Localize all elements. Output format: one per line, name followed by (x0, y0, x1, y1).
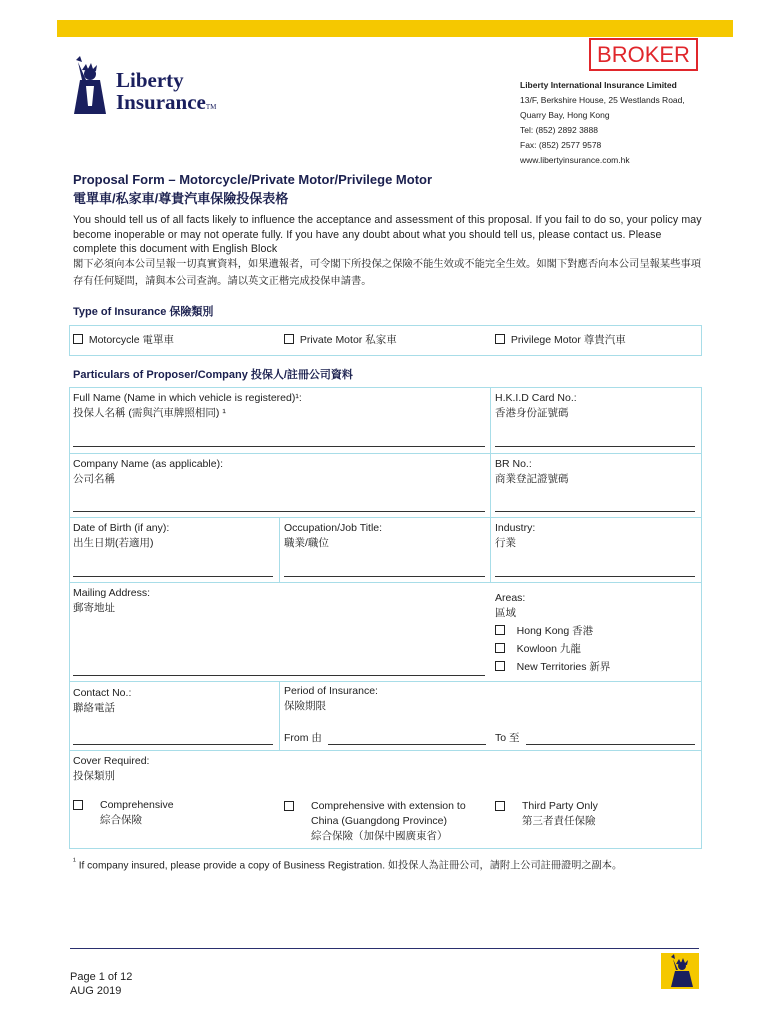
dob-input[interactable] (73, 576, 273, 577)
br-label-en: BR No.: (495, 458, 532, 470)
full-name-label-en: Full Name (Name in which vehicle is registered)¹: (73, 392, 302, 404)
period-to-label: To 至 (495, 732, 520, 744)
page-footer (70, 970, 132, 998)
occupation-label-en: Occupation/Job Title: (284, 522, 383, 534)
occupation-input[interactable] (284, 576, 485, 577)
cover-third-party[interactable] (495, 799, 598, 829)
option-motorcycle[interactable] (73, 333, 174, 348)
hkid-label (495, 391, 577, 421)
cover-third-party-en: Third Party Only (522, 800, 598, 812)
mailing-address-input[interactable] (73, 675, 485, 676)
row-divider (69, 750, 702, 751)
statue-of-liberty-icon (66, 56, 114, 116)
industry-input[interactable] (495, 576, 695, 577)
intro-text-cn: 閣下必須向本公司呈報一切真實資料，如果遺報者，可令閣下所投保之保險不能生效或不能完全生效。如閣下對應否向本公司呈報某些事項存有任何疑問，請與本公司查詢。請以英文正楷完成投保申請書。 (73, 259, 702, 287)
hkid-label-cn: 香港身份証號碼 (495, 407, 569, 419)
company-address-line1: 13/F, Berkshire House, 25 Westlands Road, (520, 95, 685, 105)
area-hong-kong[interactable] (495, 624, 593, 639)
logo-word-liberty: Liberty (116, 68, 184, 92)
period-label (284, 684, 378, 714)
contact-label (73, 686, 131, 716)
area-label: Kowloon 九龍 (516, 643, 581, 655)
company-name-label-en: Company Name (as applicable): (73, 458, 223, 470)
col-divider (279, 681, 280, 750)
checkbox[interactable] (73, 800, 83, 810)
particulars-heading: Particulars of Proposer/Company 投保人/註冊公司資料 (73, 369, 353, 381)
cover-comprehensive-cn: 綜合保險 (100, 814, 142, 826)
areas-label-cn: 區域 (495, 607, 516, 619)
areas-label-en: Areas: (495, 592, 526, 604)
company-address-block (520, 78, 685, 168)
cover-comprehensive[interactable] (73, 798, 174, 828)
option-label: Private Motor 私家車 (299, 334, 397, 346)
page-date: AUG 2019 (70, 985, 122, 997)
full-name-label-cn: 投保人名稱 (需與汽車牌照相同) ¹ (73, 407, 226, 419)
cover-required-label-cn: 投保類別 (73, 770, 115, 782)
statue-of-liberty-icon (661, 953, 699, 989)
option-private-motor[interactable] (284, 333, 397, 348)
row-divider (69, 517, 702, 518)
area-kowloon[interactable] (495, 642, 581, 657)
contact-label-cn: 聯絡電話 (73, 702, 115, 714)
company-name-label-cn: 公司名稱 (73, 473, 115, 485)
checkbox[interactable] (284, 801, 294, 811)
company-name: Liberty International Insurance Limited (520, 80, 677, 90)
period-label-cn: 保險期限 (284, 700, 326, 712)
col-divider (490, 387, 491, 517)
industry-label (495, 521, 535, 551)
checkbox[interactable] (495, 625, 505, 635)
row-divider (69, 681, 702, 682)
dob-label-cn: 出生日期(若適用) (73, 537, 154, 549)
br-label-cn: 商業登記證號碼 (495, 473, 569, 485)
hkid-input[interactable] (495, 446, 695, 447)
option-privilege-motor[interactable] (495, 333, 626, 348)
contact-label-en: Contact No.: (73, 687, 132, 699)
cover-third-party-cn: 第三者責任保險 (522, 815, 596, 827)
period-label-en: Period of Insurance: (284, 685, 378, 697)
industry-label-cn: 行業 (495, 537, 516, 549)
cover-ext-en-line2: China (Guangdong Province) (311, 815, 447, 827)
areas-label (495, 591, 525, 621)
company-tel: Tel: (852) 2892 3888 (520, 125, 598, 135)
mailing-address-label (73, 586, 150, 616)
checkbox[interactable] (495, 643, 505, 653)
form-title-en: Proposal Form – Motorcycle/Private Motor/Privilege Motor (73, 172, 433, 187)
mailing-address-label-en: Mailing Address: (73, 587, 151, 599)
cover-ext-cn: 綜合保險（加保中國廣東省） (311, 830, 448, 842)
page-number: Page 1 of 12 (70, 971, 133, 983)
insurance-type-heading: Type of Insurance 保險類別 (73, 306, 214, 318)
period-from-label: From 由 (284, 732, 322, 744)
cover-ext-en-line1: Comprehensive with extension to (311, 800, 466, 812)
checkbox[interactable] (73, 334, 83, 344)
period-from-input[interactable] (328, 744, 486, 745)
liberty-badge-logo (661, 953, 699, 989)
cover-comprehensive-china[interactable] (284, 799, 466, 844)
form-title-cn: 電單車/私家車/尊貴汽車保險投保表格 (73, 191, 289, 206)
mailing-address-label-cn: 郵寄地址 (73, 602, 115, 614)
checkbox[interactable] (495, 661, 505, 671)
cover-comprehensive-en: Comprehensive (100, 799, 174, 811)
company-address-line2: Quarry Bay, Hong Kong (520, 110, 610, 120)
broker-stamp: BROKER (589, 38, 698, 71)
footnote (73, 856, 622, 871)
checkbox[interactable] (495, 801, 505, 811)
row-divider (69, 582, 702, 583)
footer-divider (70, 948, 699, 949)
col-divider (279, 517, 280, 582)
form-title (73, 170, 432, 208)
top-yellow-bar (57, 20, 733, 37)
occupation-label-cn: 職業/職位 (284, 537, 329, 549)
logo-word-insurance: InsuranceTM (116, 90, 217, 114)
company-name-input[interactable] (73, 511, 485, 512)
checkbox[interactable] (495, 334, 505, 344)
row-divider (69, 453, 702, 454)
option-label: Motorcycle 電單車 (88, 334, 175, 346)
full-name-label (73, 391, 302, 421)
liberty-logo (66, 54, 226, 118)
company-website: www.libertyinsurance.com.hk (520, 155, 630, 165)
option-label: Privilege Motor 尊貴汽車 (510, 334, 626, 346)
industry-label-en: Industry: (495, 522, 536, 534)
company-name-label (73, 457, 223, 487)
company-fax: Fax: (852) 2577 9578 (520, 140, 602, 150)
contact-input[interactable] (73, 744, 273, 745)
period-to-input[interactable] (526, 744, 695, 745)
hkid-label-en: H.K.I.D Card No.: (495, 392, 577, 404)
occupation-label (284, 521, 382, 551)
dob-label-en: Date of Birth (if any): (73, 522, 170, 534)
br-label (495, 457, 569, 487)
dob-label (73, 521, 169, 551)
intro-text-en: You should tell us of all facts likely to influence the acceptance and assessment of this proposal. If you fail to do so, your policy may become inoperable or may not operate fully. If you have any doubt about what you should tell us, please contact us. Please complete this document with English Block (73, 214, 702, 255)
footnote-mark: ¹ (73, 856, 76, 866)
area-new-territories[interactable] (495, 660, 610, 675)
area-label: New Territories 新界 (516, 661, 611, 673)
br-input[interactable] (495, 511, 695, 512)
col-divider (490, 517, 491, 582)
area-label: Hong Kong 香港 (516, 625, 594, 637)
cover-required-label-en: Cover Required: (73, 755, 150, 767)
footnote-text: If company insured, please provide a copy of Business Registration. 如投保人為註冊公司，請附上公司註冊證明之副本。 (78, 860, 623, 872)
full-name-input[interactable] (73, 446, 485, 447)
cover-required-label (73, 754, 149, 784)
checkbox[interactable] (284, 334, 294, 344)
